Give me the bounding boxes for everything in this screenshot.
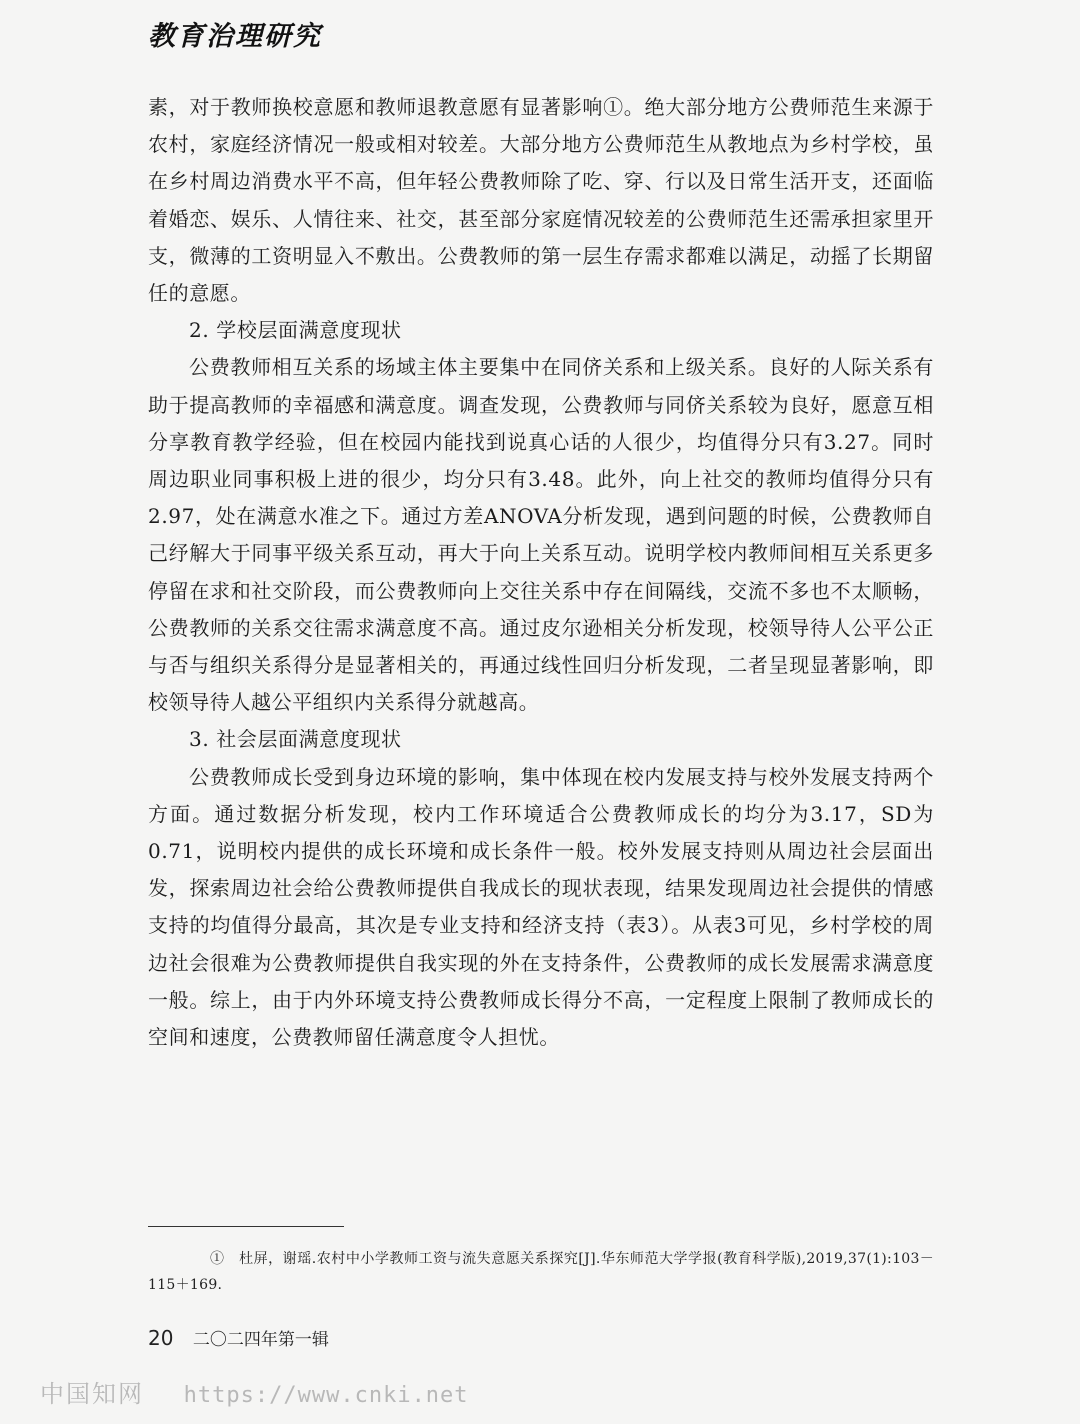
issue-label: 二〇二四年第一辑 <box>192 1330 329 1350</box>
watermark-url: https://www.cnki.net <box>183 1383 469 1408</box>
watermark <box>40 1374 469 1409</box>
body-paragraph: 公费教师成长受到身边环境的影响，集中体现在校内发展支持与校外发展支持两个方面。通过数据分析发现，校内工作环境适合公费教师成长的均分为3.17，SD为0.71，说明校内提供的成长环境和成长条件一般。校外发展支持则从周边社会层面出发，探索周边社会给公费教师提供自我成长的现状表现，结果发现周边社会提供的情感支持的均值得分最高，其次是专业支持和经济支持（表3）。从表3可见，乡村学校的周边社会很难为公费教师提供自我实现的外在支持条件，公费教师的成长发展需求满意度一般。综上，由于内外环境支持公费教师成长得分不高，一定程度上限制了教师成长的空间和速度，公费教师留任满意度令人担忧。 <box>148 764 934 1050</box>
page-footer <box>148 1325 329 1350</box>
body-paragraph: 素，对于教师换校意愿和教师退教意愿有显著影响①。绝大部分地方公费师范生来源于农村，家庭经济情况一般或相对较差。大部分地方公费师范生从教地点为乡村学校，虽在乡村周边消费水平不高，但年轻公费教师除了吃、穿、行以及日常生活开支，还面临着婚恋、娱乐、人情往来、社交，甚至部分家庭情况较差的公费师范生还需承担家里开支，微薄的工资明显入不敷出。公费教师的第一层生存需求都难以满足，动摇了长期留任的意愿。 <box>148 95 934 306</box>
footnote: ① 杜屏，谢瑶.农村中小学教师工资与流失意愿关系探究[J].华东师范大学学报(教育科学版),2019,37(1):103－115＋169. <box>148 1251 934 1293</box>
section-heading: 2. 学校层面满意度现状 <box>189 318 402 343</box>
footnote-divider <box>148 1226 344 1227</box>
journal-title: 教育治理研究 <box>148 21 322 52</box>
page-number: 20 <box>148 1326 174 1350</box>
article-body <box>148 89 934 1056</box>
section-heading: 3. 社会层面满意度现状 <box>189 727 402 752</box>
watermark-site-name: 中国知网 <box>40 1380 144 1408</box>
body-paragraph: 公费教师相互关系的场域主体主要集中在同侪关系和上级关系。良好的人际关系有助于提高教师的幸福感和满意度。调查发现，公费教师与同侪关系较为良好，愿意互相分享教育教学经验，但在校园内能找到说真心话的人很少，均值得分只有3.27。同时周边职业同事积极上进的很少，均分只有3.48。此外，向上社交的教师均值得分只有2.97，处在满意水准之下。通过方差ANOVA分析发现，遇到问题的时候，公费教师自己纾解大于同事平级关系互动，再大于向上关系互动。说明学校内教师间相互关系更多停留在求和社交阶段，而公费教师向上交往关系中存在间隔线，交流不多也不太顺畅，公费教师的关系交往需求满意度不高。通过皮尔逊相关分析发现，校领导待人公平公正与否与组织关系得分是显著相关的，再通过线性回归分析发现，二者呈现显著影响，即校领导待人越公平组织内关系得分就越高。 <box>148 355 934 715</box>
